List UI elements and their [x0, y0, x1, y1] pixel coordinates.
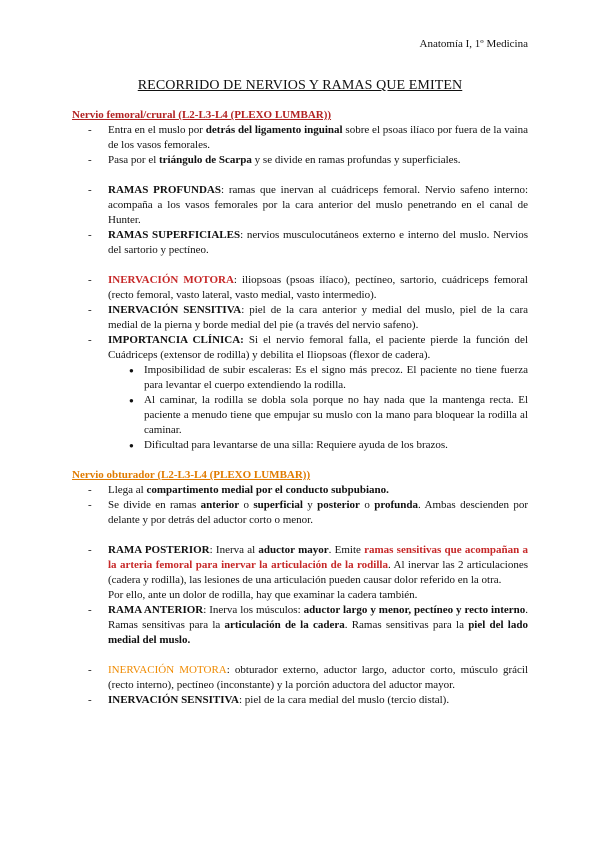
list-item: - INERVACIÓN MOTORA: obturador externo, aductor largo, aductor corto, músculo grácil (recto interno), pectíneo (inconstante) y la porción aductora del aductor mayor. [72, 663, 528, 693]
document-body [72, 108, 528, 708]
femoral-list [72, 123, 528, 168]
note-line: Por ello, ante un dolor de rodilla, hay que examinar la cadera también. [108, 589, 418, 601]
list-item: - Llega al compartimento medial por el conducto subpubiano. [72, 483, 528, 498]
list-item: - IMPORTANCIA CLÍNICA: Si el nervio femoral falla, el paciente pierde la función del Cuádriceps (extensor de rodilla) y debilita el Iliopsoas (flexor de cadera). ● Imposibilidad de subir escaleras: Es el signo más precoz. El paciente no tiene fuerza para levantar el cuerpo extendiendo la rodilla. ● Al caminar, la rodilla se dobla sola porque no hay nada que la mantenga recta. El paciente a menudo tiene que empujar su muslo con la mano para bloquear la rodilla al caminar. ● Dificultad para levantarse de una silla: Requiere ayuda de los brazos. [72, 333, 528, 453]
page-title: RECORRIDO DE NERVIOS Y RAMAS QUE EMITEN [137, 78, 463, 93]
section-heading-obturador: Nervio obturador (L2-L3-L4 (PLEXO LUMBAR)) [72, 469, 311, 481]
list-item: - INERVACIÓN SENSITIVA: piel de la cara medial del muslo (tercio distal). [72, 693, 528, 708]
list-item: - RAMAS SUPERFICIALES: nervios musculocutáneos externo e interno del muslo. Nervios del sartorio y pectíneo. [72, 228, 528, 258]
list-item: - INERVACIÓN MOTORA: iliopsoas (psoas ilíaco), pectíneo, sartorio, cuádriceps femoral (recto femoral, vasto lateral, vasto medial, vasto intermedio). [72, 273, 528, 303]
list-item: - Se divide en ramas anterior o superficial y posterior o profunda. Ambas descienden por delante y por detrás del aductor corto o menor. [72, 498, 528, 528]
bullet-item: ● Imposibilidad de subir escaleras: Es el signo más precoz. El paciente no tiene fuerza para levantar el cuerpo extendiendo la rodilla. [108, 363, 528, 393]
page-header: Anatomía I, 1º Medicina [419, 38, 528, 50]
section-heading-femoral: Nervio femoral/crural (L2-L3-L4 (PLEXO LUMBAR)) [72, 109, 332, 121]
list-item: - INERVACIÓN SENSITIVA: piel de la cara anterior y medial del muslo, piel de la cara medial de la pierna y borde medial del pie (a través del nervio safeno). [72, 303, 528, 333]
list-item: - RAMAS PROFUNDAS: ramas que inervan al cuádriceps femoral. Nervio safeno interno: acompaña a los vasos femorales por la cara anterior del muslo penetrando en el canal de Hunter. [72, 183, 528, 228]
bullet-item: ● Al caminar, la rodilla se dobla sola porque no hay nada que la mantenga recta. El paciente a menudo tiene que empujar su muslo con la mano para bloquear la rodilla al caminar. [108, 393, 528, 438]
list-item: - RAMA POSTERIOR: Inerva al aductor mayor. Emite ramas sensitivas que acompañan a la arteria femoral para inervar la articulación de la rodilla. Al inervar las 2 articulaciones (cadera y rodilla), las lesiones de una articulación pueden causar dolor referido en la otra. Por ello, ante un dolor de rodilla, hay que examinar la cadera también. [72, 543, 528, 603]
obturador-list [72, 483, 528, 528]
bullet-item: ● Dificultad para levantarse de una silla: Requiere ayuda de los brazos. [108, 438, 528, 453]
list-item: - Pasa por el triángulo de Scarpa y se divide en ramas profundas y superficiales. [72, 153, 528, 168]
clinical-bullets [108, 363, 528, 453]
list-item: - RAMA ANTERIOR: Inerva los músculos: aductor largo y menor, pectíneo y recto interno. Ramas sensitivas para la articulación de la cadera. Ramas sensitivas para la piel del lado medial del muslo. [72, 603, 528, 648]
list-item: - Entra en el muslo por detrás del ligamento inguinal sobre el psoas ilíaco por fuera de la vaina de los vasos femorales. [72, 123, 528, 153]
